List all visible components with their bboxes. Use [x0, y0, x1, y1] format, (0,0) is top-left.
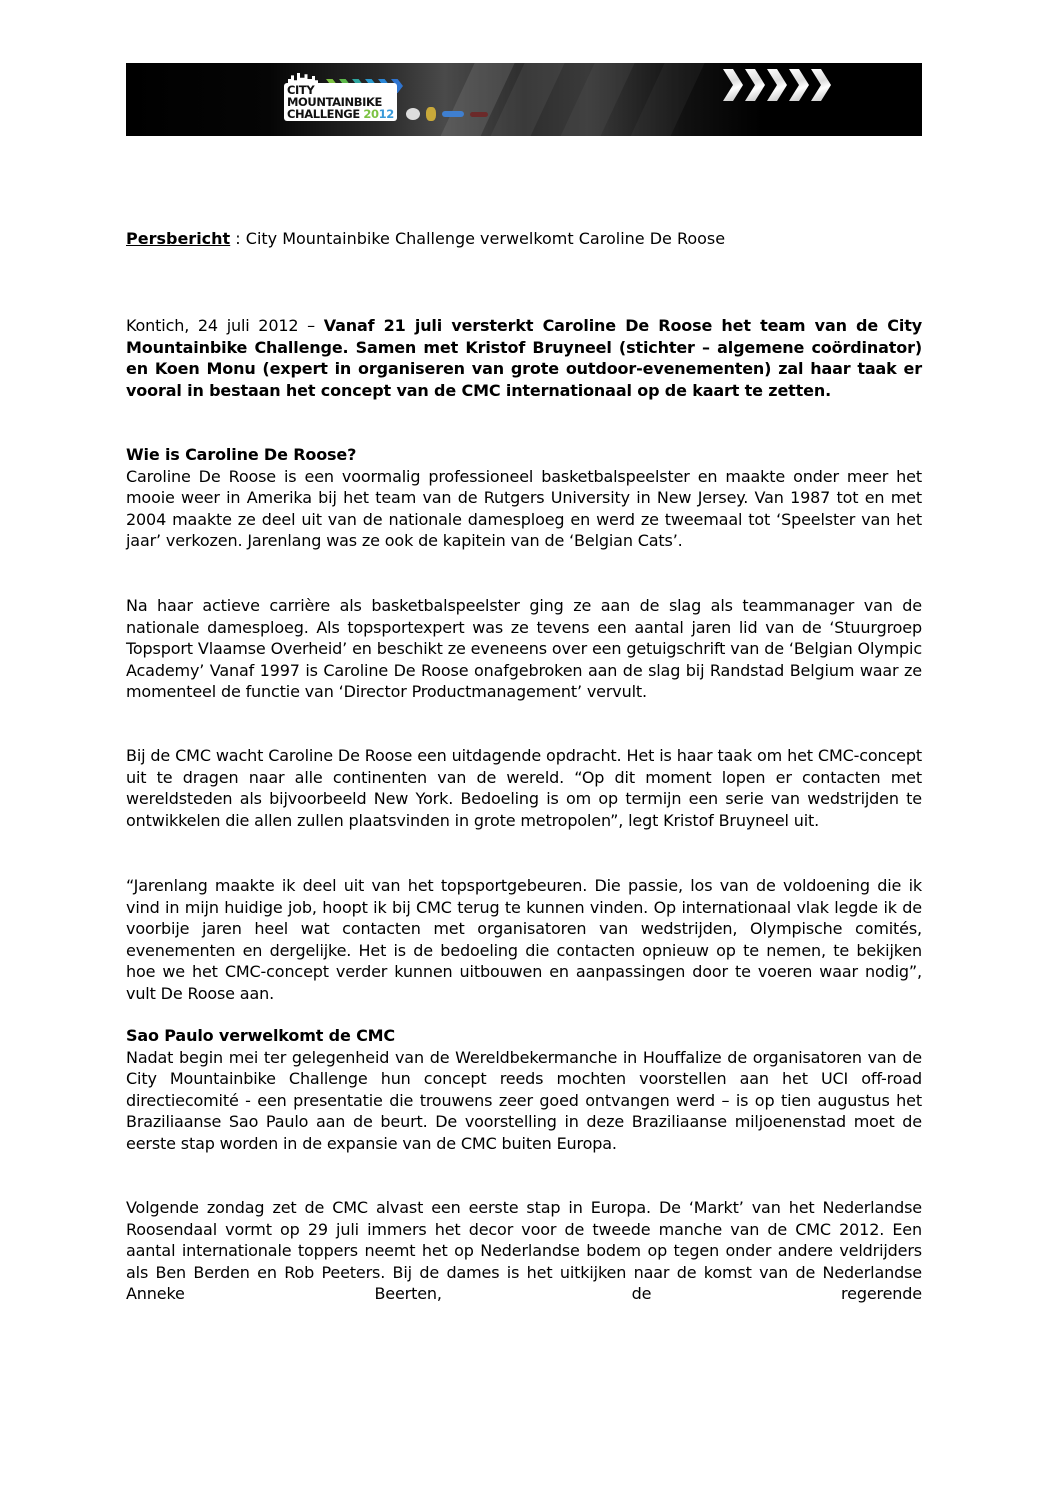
title-text: City Mountainbike Challenge verwelkomt Caroline De Roose — [245, 229, 726, 248]
chevron-icon — [789, 69, 809, 101]
header-banner — [126, 63, 922, 136]
chevron-icon — [723, 69, 743, 101]
banner-decoration — [623, 63, 710, 136]
intro-paragraph — [126, 315, 922, 401]
section-heading: Wie is Caroline De Roose? — [126, 445, 357, 464]
logo-challenge-word: CHALLENGE — [287, 107, 360, 121]
press-release-title — [126, 229, 725, 248]
section-sao-paulo — [126, 1025, 922, 1154]
sponsor-logos — [406, 107, 488, 121]
paragraph: Nadat begin mei ter gelegenheid van de Wereldbekermanche in Houffalize de organisatoren van de City Mountainbike Challenge hun concept reeds mochten voorstellen aan het UCI off-road directiecomité - een presentatie die trouwens zeer goed ontvangen werd – is op tien augustus het Braziliaanse Sao Paulo aan de beurt. De voorstelling in deze Braziliaanse miljoenenstad moet de eerste stap worden in de expansie van de CMC buiten Europa. — [126, 1047, 922, 1153]
chevron-icon — [745, 69, 765, 101]
title-separator: : — [230, 229, 246, 248]
logo-year-part: 12 — [378, 107, 394, 121]
chevron-icon — [767, 69, 787, 101]
section-who-is — [126, 444, 922, 552]
section-sao-paulo-europe — [126, 1197, 922, 1305]
paragraph: Bij de CMC wacht Caroline De Roose een uitdagende opdracht. Het is haar taak om het CMC-concept uit te dragen naar alle continenten van de wereld. “Op dit moment lopen er contacten met wereldsteden als bijvoorbeeld New York. Bedoeling is om op termijn een serie van wedstrijden te ontwikkelen die allen zullen plaatsvinden in grote metropolen”, legt Kristof Bruyneel uit. — [126, 746, 922, 830]
cmc-logo — [284, 73, 404, 131]
section-who-is-quote — [126, 875, 922, 1004]
section-who-is-career — [126, 595, 922, 703]
logo-line-mountainbike: MOUNTAINBIKE — [287, 95, 382, 109]
sponsor-logo-icon — [406, 108, 420, 120]
paragraph: Volgende zondag zet de CMC alvast een eerste stap in Europa. De ‘Markt’ van het Nederlandse Roosendaal vormt op 29 juli immers het decor voor de tweede manche van de CMC 2012. Een aantal internationale toppers neemt het op Nederlandse bodem op tegen onder andere veldrijders als Ben Berden en Rob Peeters. Bij de dames is het uitkijken naar de komst van de Nederlandse Anneke Beerten, de regerende — [126, 1198, 922, 1303]
logo-wordmark — [284, 83, 397, 121]
logo-line-city: CITY — [287, 83, 315, 97]
banner-decoration — [553, 63, 640, 136]
dateline: Kontich, 24 juli 2012 – — [126, 316, 324, 335]
sponsor-crest-icon — [426, 107, 436, 121]
press-release-label: Persbericht — [126, 229, 231, 248]
chevron-icon — [811, 69, 831, 101]
section-who-is-task — [126, 745, 922, 831]
sponsor-logo-icon — [442, 111, 464, 117]
logo-year-part: 20 — [363, 107, 379, 121]
section-heading: Sao Paulo verwelkomt de CMC — [126, 1026, 396, 1045]
paragraph: “Jarenlang maakte ik deel uit van het topsportgebeuren. Die passie, los van de voldoening die ik vind in mijn huidige job, hoopt ik bij CMC terug te kunnen vinden. Op internationaal vlak legde ik de voorbije jaren heel wat contacten met organisatoren van wedstrijden, Olympische comités, evenementen en dergelijke. Het is de bedoeling die contacten opnieuw op te nemen, te bekijken hoe we het CMC-concept verder kunnen uitbouwen en aanpassingen door te voeren waar nodig”, vult De Roose aan. — [126, 876, 922, 1003]
paragraph: Na haar actieve carrière als basketbalspeelster ging ze aan de slag als teammanager van de nationale damesploeg. Als topsportexpert was ze tevens een aantal jaren lid van de ‘Stuurgroep Topsport Vlaamse Overheid’ en beschikt ze eveneens over een getuigschrift van de ‘Belgian Olympic Academy’ Vanaf 1997 is Caroline De Roose onafgebroken aan de slag bij Randstad Belgium waar ze momenteel de functie van ‘Director Productmanagement’ vervult. — [126, 596, 922, 701]
sponsor-logo-icon — [470, 112, 488, 117]
logo-year — [363, 107, 393, 121]
paragraph: Caroline De Roose is een voormalig professioneel basketbalspeelster en maakte onder meer het mooie weer in Amerika bij het team van de Rutgers University in New Jersey. Van 1987 tot en met 2004 maakte ze deel uit van de nationale damesploeg en werd ze tweemaal tot ‘Speelster van het jaar’ verkozen. Jarenlang was ze ook de kapitein van de ‘Belgian Cats’. — [126, 466, 922, 550]
white-chevrons-graphic — [723, 69, 831, 101]
logo-line-challenge — [287, 108, 394, 120]
lead-text: Vanaf 21 juli versterkt Caroline De Roose het team van de City Mountainbike Challenge. Samen met Kristof Bruyneel (stichter – algemene coördinator) en Koen Monu (expert in organiseren van grote outdoor-evenementen) zal haar taak er vooral in bestaan het concept van de CMC internationaal op de kaart te zetten. — [126, 316, 922, 400]
